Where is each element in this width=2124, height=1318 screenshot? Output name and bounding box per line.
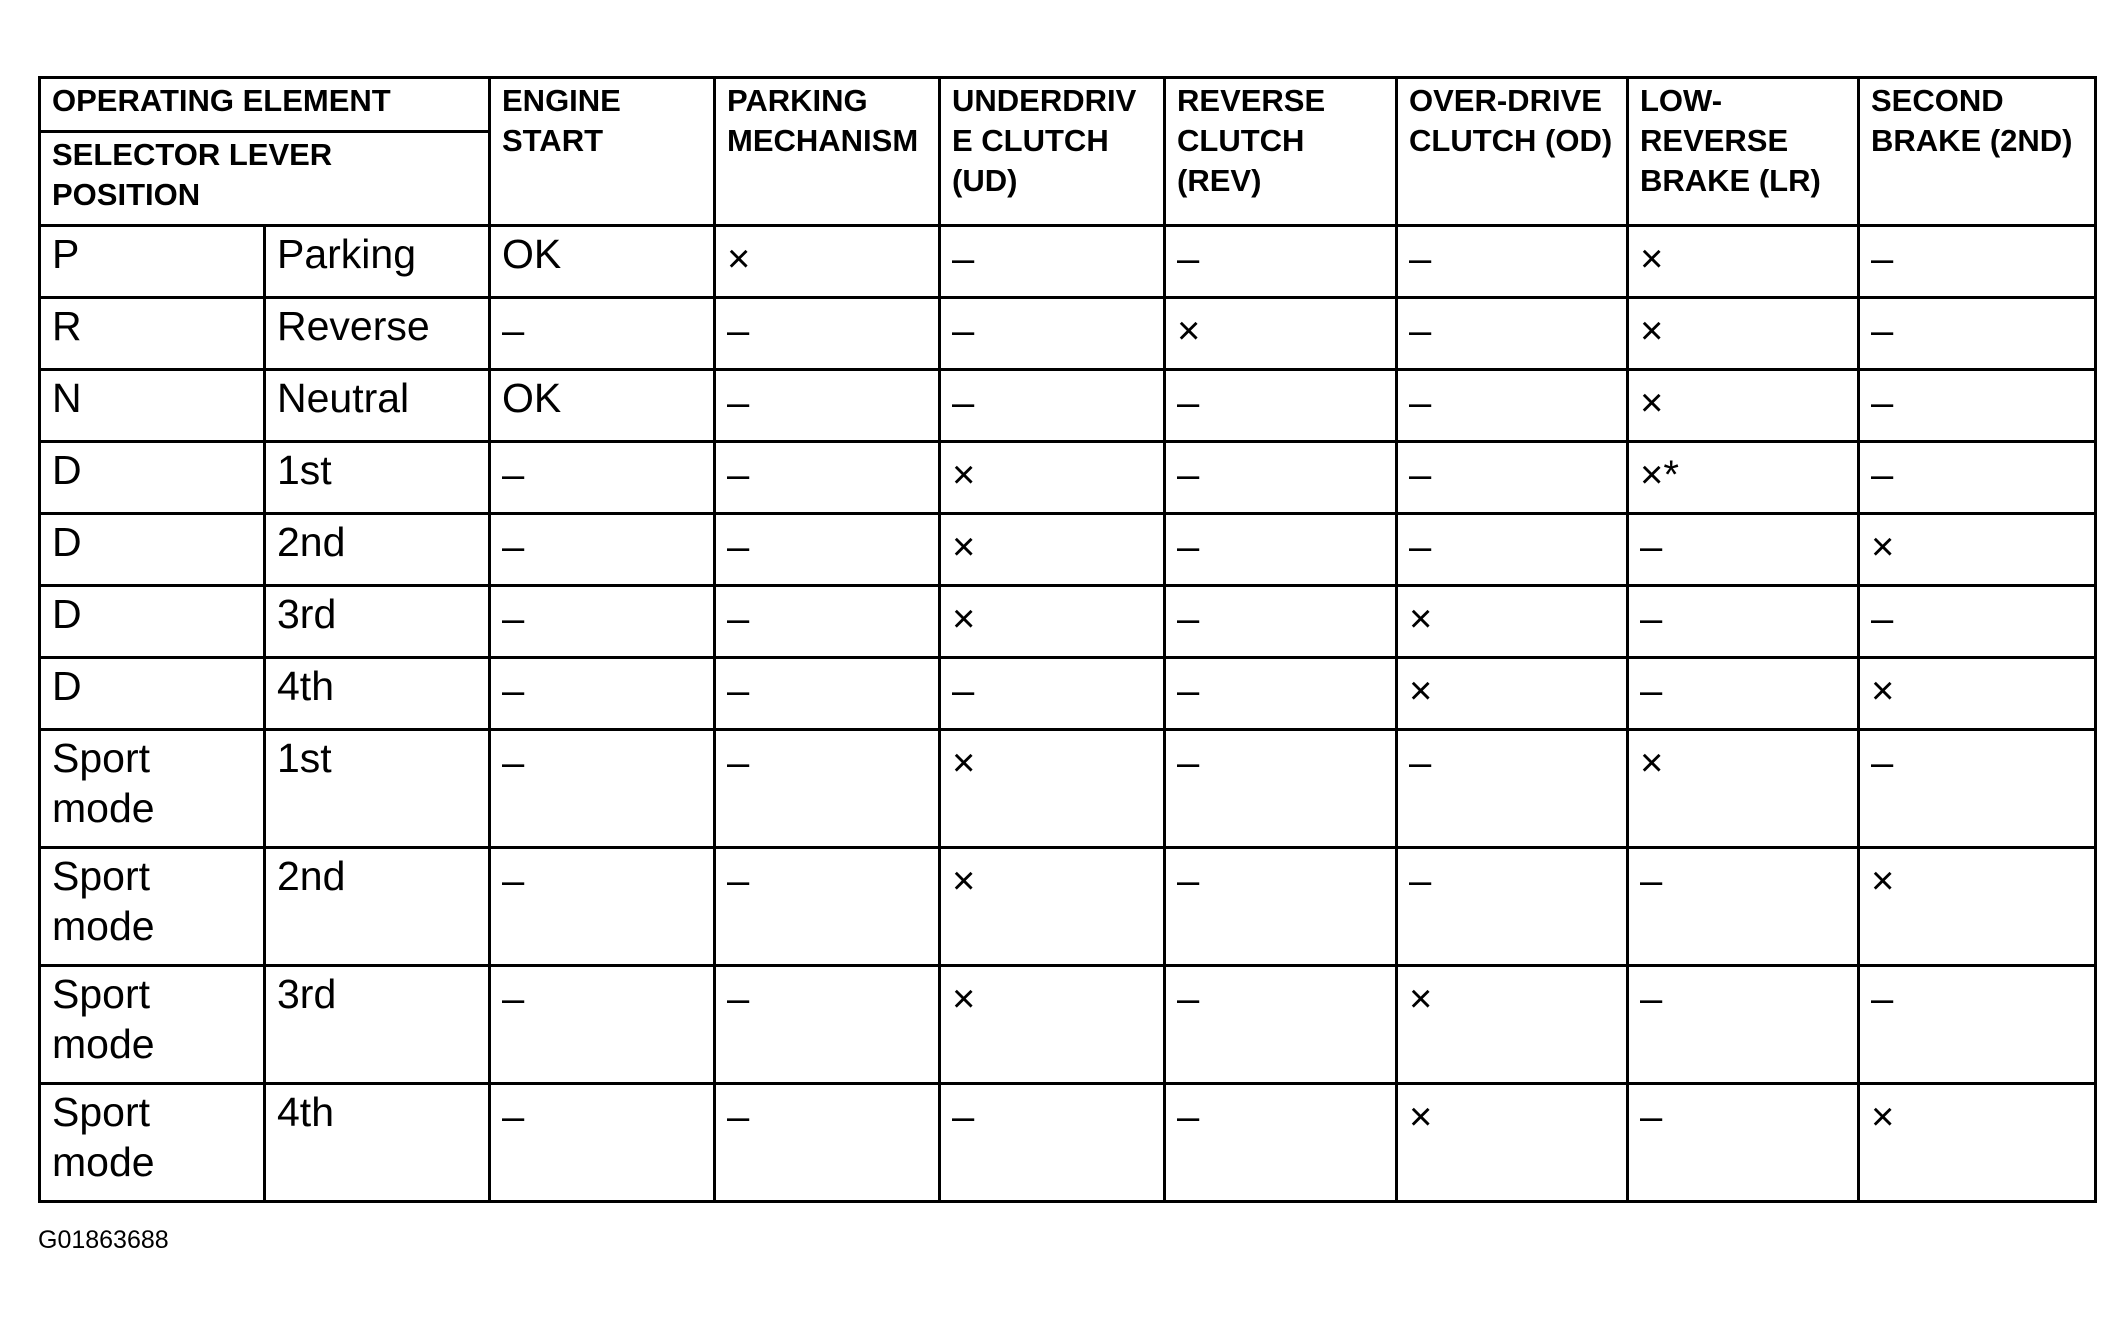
element-status-cell: – (1165, 966, 1397, 1084)
element-status-cell: – (715, 298, 940, 370)
element-status-cell: OK (490, 370, 715, 442)
element-status-cell: – (1165, 226, 1397, 298)
element-status-cell: × (1628, 370, 1859, 442)
element-status-cell: × (1859, 1084, 2096, 1202)
selector-position-cell: D (40, 658, 265, 730)
element-status-cell: – (490, 966, 715, 1084)
table-row (40, 730, 2096, 848)
element-status-cell: – (1397, 848, 1628, 966)
element-status-cell: × (940, 442, 1165, 514)
selector-name-cell: 4th (265, 1084, 490, 1202)
element-status-cell: – (1397, 226, 1628, 298)
header-parking-mechanism: PARKING MECHANISM (715, 78, 940, 226)
selector-position-cell: Sport mode (40, 1084, 265, 1202)
table-row (40, 226, 2096, 298)
element-status-cell: – (1397, 442, 1628, 514)
selector-position-cell: Sport mode (40, 848, 265, 966)
element-status-cell: – (1628, 514, 1859, 586)
element-status-cell: – (1628, 658, 1859, 730)
element-status-cell: – (1397, 298, 1628, 370)
element-status-cell: × (1628, 298, 1859, 370)
table-row (40, 966, 2096, 1084)
element-status-cell: – (1397, 514, 1628, 586)
table-row (40, 658, 2096, 730)
header-low-reverse-brake: LOW-REVERSE BRAKE (LR) (1628, 78, 1859, 226)
selector-name-cell: 1st (265, 442, 490, 514)
element-status-cell: × (1165, 298, 1397, 370)
element-status-cell: – (1165, 370, 1397, 442)
selector-position-cell: P (40, 226, 265, 298)
element-status-cell: – (1165, 1084, 1397, 1202)
selector-position-cell: N (40, 370, 265, 442)
header-overdrive-clutch: OVER-DRIVE CLUTCH (OD) (1397, 78, 1628, 226)
element-status-cell: – (1628, 586, 1859, 658)
table-row (40, 848, 2096, 966)
element-status-cell: × (1628, 226, 1859, 298)
element-status-cell: – (715, 658, 940, 730)
operating-element-table-container (38, 76, 2094, 1202)
selector-name-cell: Reverse (265, 298, 490, 370)
header-underdrive-clutch: UNDERDRIV E CLUTCH (UD) (940, 78, 1165, 226)
element-status-cell: – (715, 1084, 940, 1202)
element-status-cell: – (1628, 966, 1859, 1084)
element-status-cell: – (1628, 1084, 1859, 1202)
element-status-cell: – (490, 848, 715, 966)
element-status-cell: × (1397, 658, 1628, 730)
element-status-cell: – (1859, 226, 2096, 298)
element-status-cell: – (1859, 586, 2096, 658)
selector-name-cell: 3rd (265, 586, 490, 658)
element-status-cell: – (715, 848, 940, 966)
selector-name-cell: 2nd (265, 514, 490, 586)
selector-position-cell: R (40, 298, 265, 370)
element-status-cell: × (1859, 848, 2096, 966)
element-status-cell: – (1165, 658, 1397, 730)
header-engine-start: ENGINE START (490, 78, 715, 226)
element-status-cell: × (940, 586, 1165, 658)
element-status-cell: – (1859, 370, 2096, 442)
element-status-cell: × (1628, 730, 1859, 848)
element-status-cell: – (490, 730, 715, 848)
element-status-cell: – (1165, 730, 1397, 848)
element-status-cell: – (940, 226, 1165, 298)
element-status-cell: – (715, 370, 940, 442)
header-reverse-clutch: REVERSE CLUTCH (REV) (1165, 78, 1397, 226)
header-row-top (40, 78, 2096, 132)
element-status-cell: – (490, 514, 715, 586)
element-status-cell: – (1165, 586, 1397, 658)
element-status-cell: – (490, 1084, 715, 1202)
element-status-cell: × (1859, 658, 2096, 730)
element-status-cell: – (1859, 442, 2096, 514)
element-status-cell: – (940, 1084, 1165, 1202)
element-status-cell: – (715, 966, 940, 1084)
element-status-cell: – (715, 586, 940, 658)
element-status-cell: – (940, 658, 1165, 730)
selector-name-cell: 3rd (265, 966, 490, 1084)
element-status-cell: × (1397, 586, 1628, 658)
figure-id: G01863688 (38, 1226, 169, 1254)
element-status-cell: ×* (1628, 442, 1859, 514)
table-row (40, 298, 2096, 370)
selector-position-cell: Sport mode (40, 966, 265, 1084)
element-status-cell: × (1859, 514, 2096, 586)
element-status-cell: – (490, 658, 715, 730)
selector-name-cell: Parking (265, 226, 490, 298)
table-row (40, 442, 2096, 514)
element-status-cell: – (1628, 848, 1859, 966)
header-operating-element: OPERATING ELEMENT (40, 78, 490, 132)
element-status-cell: × (940, 966, 1165, 1084)
element-status-cell: × (1397, 1084, 1628, 1202)
element-status-cell: × (1397, 966, 1628, 1084)
element-status-cell: – (1165, 514, 1397, 586)
element-status-cell: – (1859, 966, 2096, 1084)
selector-position-cell: Sport mode (40, 730, 265, 848)
selector-position-cell: D (40, 442, 265, 514)
element-status-cell: – (715, 442, 940, 514)
element-status-cell: – (1165, 848, 1397, 966)
element-status-cell: – (1397, 370, 1628, 442)
table-row (40, 586, 2096, 658)
selector-position-cell: D (40, 514, 265, 586)
selector-name-cell: 4th (265, 658, 490, 730)
selector-position-cell: D (40, 586, 265, 658)
element-status-cell: × (940, 730, 1165, 848)
element-status-cell: – (715, 514, 940, 586)
element-status-cell: × (940, 848, 1165, 966)
element-status-cell: – (490, 442, 715, 514)
element-status-cell: – (1859, 298, 2096, 370)
selector-name-cell: Neutral (265, 370, 490, 442)
element-status-cell: – (490, 586, 715, 658)
element-status-cell: – (940, 298, 1165, 370)
selector-name-cell: 2nd (265, 848, 490, 966)
header-selector-lever-position: SELECTOR LEVER POSITION (40, 132, 490, 226)
operating-element-table (38, 76, 2097, 1203)
element-status-cell: × (715, 226, 940, 298)
header-second-brake: SECOND BRAKE (2ND) (1859, 78, 2096, 226)
selector-name-cell: 1st (265, 730, 490, 848)
table-row (40, 370, 2096, 442)
element-status-cell: – (940, 370, 1165, 442)
element-status-cell: – (1397, 730, 1628, 848)
element-status-cell: OK (490, 226, 715, 298)
element-status-cell: – (490, 298, 715, 370)
element-status-cell: – (715, 730, 940, 848)
element-status-cell: – (1859, 730, 2096, 848)
element-status-cell: – (1165, 442, 1397, 514)
element-status-cell: × (940, 514, 1165, 586)
table-row (40, 514, 2096, 586)
table-row (40, 1084, 2096, 1202)
